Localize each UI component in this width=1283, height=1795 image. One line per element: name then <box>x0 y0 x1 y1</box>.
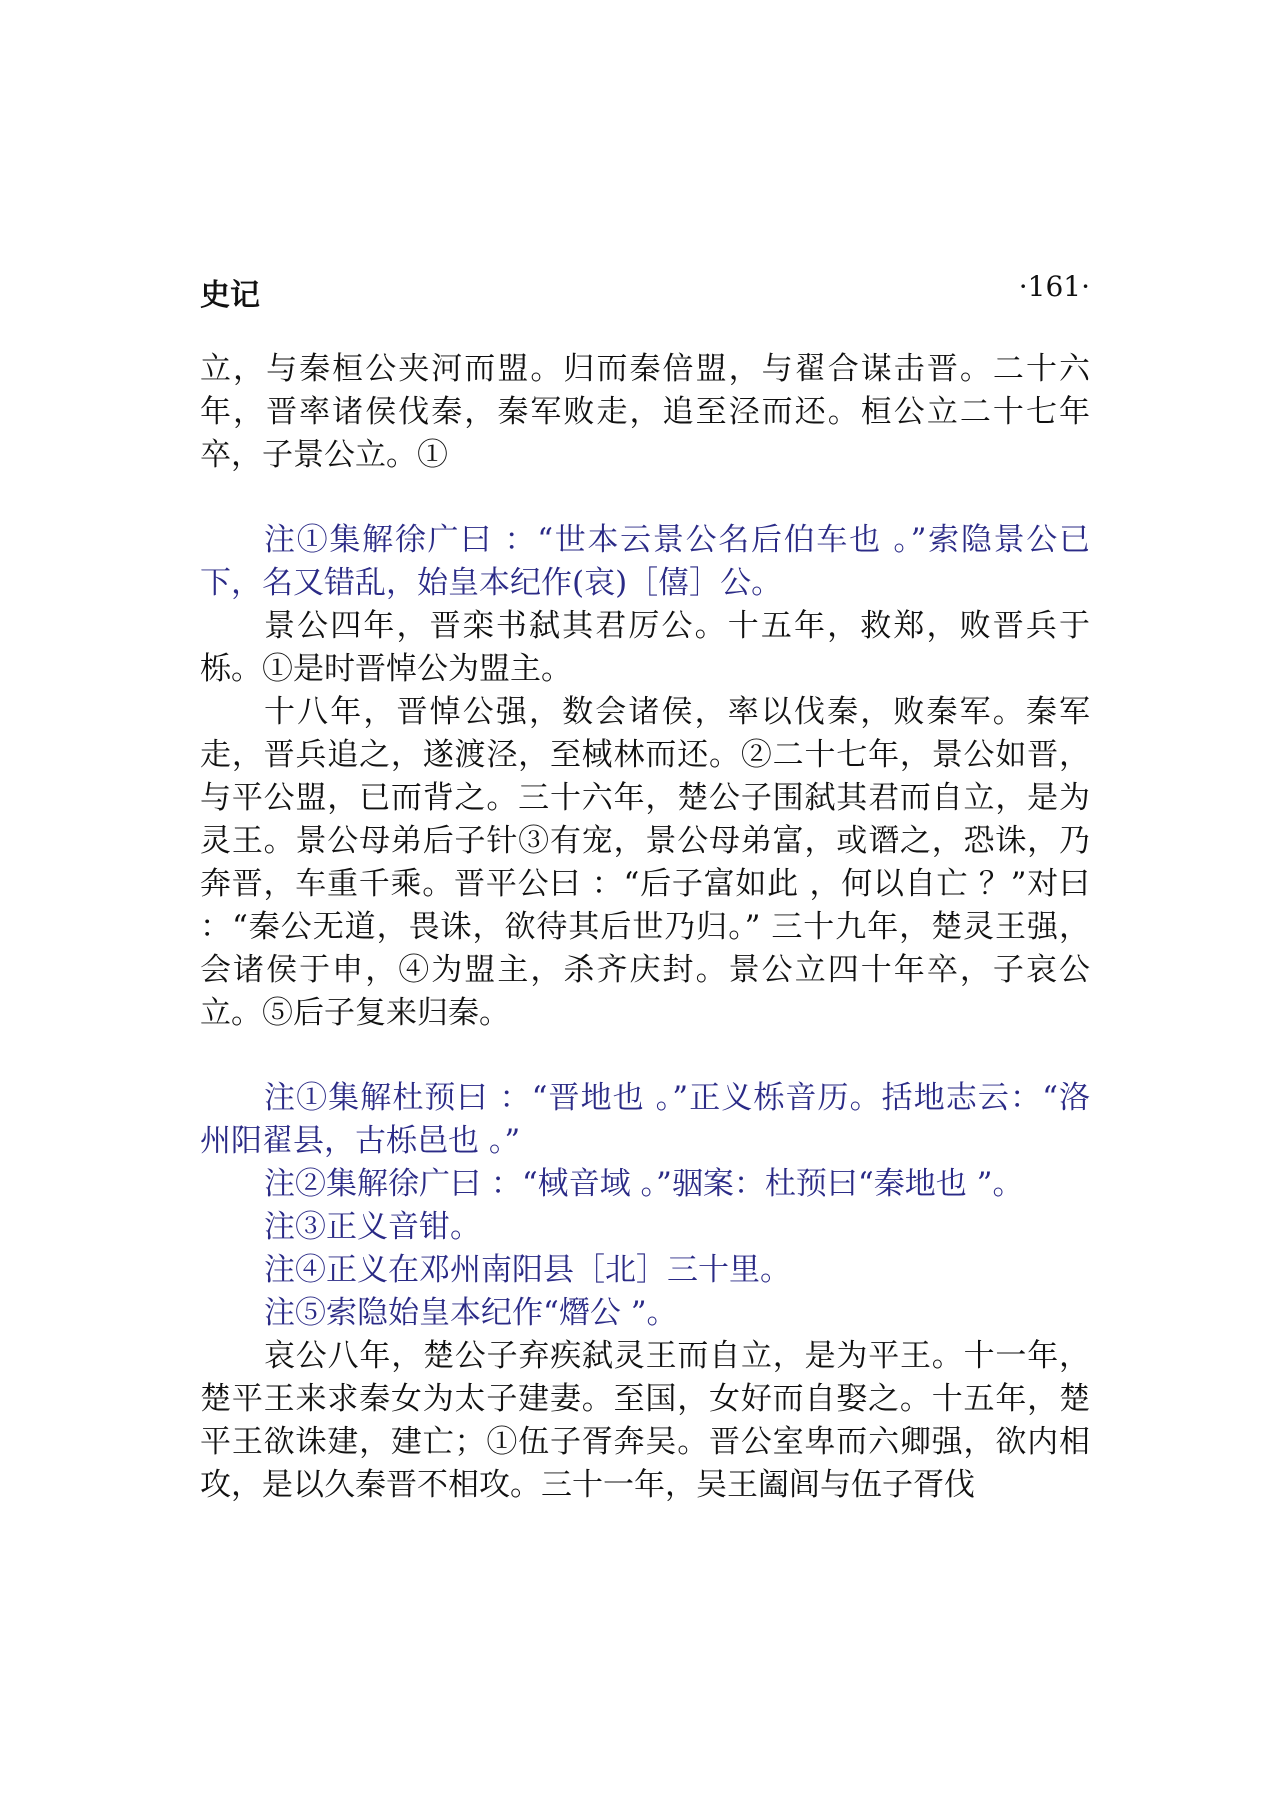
footnote: 注②集解徐广曰 ：“棫音域 。”骃案：杜预曰“秦地也 ”。 <box>264 1166 1024 1202</box>
footnote: 注③正义音钳。 <box>264 1209 481 1245</box>
footnote: 注⑤索隐始皇本纪作“熸公 ”。 <box>264 1295 678 1331</box>
running-header <box>200 262 1090 322</box>
main-paragraph: 景公四年，晋栾书弑其君厉公。十五年，救郑，败晋兵于栎。①是时晋悼公为盟主。 <box>200 608 1090 687</box>
main-paragraph: 立，与秦桓公夹河而盟。归而秦倍盟，与翟合谋击晋。二十六年，晋率诸侯伐秦，秦军败走，追至泾而还。桓公立二十七年卒，子景公立。① <box>200 351 1090 473</box>
page-number: ·161· <box>1018 270 1090 303</box>
footnote: 注①集解徐广曰 ：“世本云景公名后伯车也 。”索隐景公已下，名又错乱，始皇本纪作(哀)［僖］公。 <box>200 522 1090 601</box>
page-body <box>200 348 1090 1507</box>
main-paragraph: 哀公八年，楚公子弃疾弑灵王而自立，是为平王。十一年，楚平王来求秦女为太子建妻。至国，女好而自娶之。十五年，楚平王欲诛建，建亡；①伍子胥奔吴。晋公室卑而六卿强，欲内相攻，是以久秦晋不相攻。三十一年，吴王阖闾与伍子胥伐 <box>200 1338 1090 1503</box>
footnote: 注①集解杜预曰 ：“晋地也 。”正义栎音历。括地志云：“洛州阳翟县，古栎邑也 。” <box>200 1080 1090 1159</box>
book-page <box>200 262 1090 1507</box>
book-title: 史记 <box>200 278 260 313</box>
main-paragraph: 十八年，晋悼公强，数会诸侯，率以伐秦，败秦军。秦军走，晋兵追之，遂渡泾，至棫林而还。②二十七年，景公如晋，与平公盟，已而背之。三十六年，楚公子围弑其君而自立，是为灵王。景公母弟后子针③有宠，景公母弟富，或谮之，恐诛，乃奔晋，车重千乘。晋平公曰 ：“后子富如此 ，何以自亡 ？”对曰 ：“秦公无道，畏诛，欲待其后世乃归。” 三十九年，楚灵王强，会诸侯于申，④为盟主，杀齐庆封。景公立四十年卒，子哀公立。⑤后子复来归秦。 <box>200 694 1090 1031</box>
footnote: 注④正义在邓州南阳县［北］三十里。 <box>264 1252 791 1288</box>
section-gap <box>200 477 1090 519</box>
section-gap <box>200 1035 1090 1077</box>
